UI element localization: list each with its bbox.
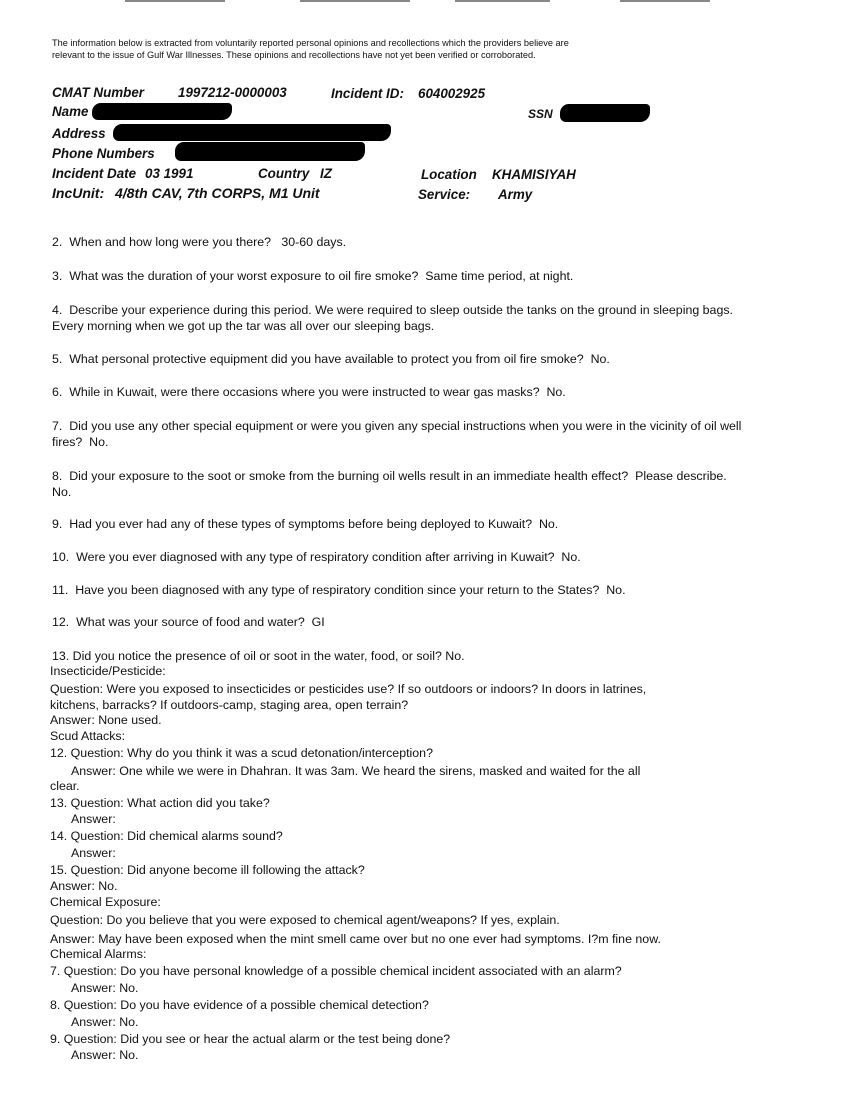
question-12: 12. What was your source of food and water? GI xyxy=(52,615,325,629)
scud-answer-12: Answer: One while we were in Dhahran. It was 3am. We heard the sirens, masked and waited for the all xyxy=(71,764,641,778)
question-9: 9. Had you ever had any of these types of symptoms before being deployed to Kuwait? No. xyxy=(52,517,559,531)
date-label: Incident Date xyxy=(52,166,137,181)
alarm-question-8: 8. Question: Do you have evidence of a possible chemical detection? xyxy=(50,998,429,1012)
incunit-value: 4/8th CAV, 7th CORPS, M1 Unit xyxy=(115,185,320,201)
section-heading-scud: Scud Attacks: xyxy=(50,729,126,743)
section-heading-chemical-alarms: Chemical Alarms: xyxy=(50,947,147,961)
phone-label: Phone Numbers xyxy=(52,146,155,161)
alarm-answer-9: Answer: No. xyxy=(71,1048,139,1062)
scan-artifact xyxy=(300,0,410,2)
question-2: 2. When and how long were you there? 30-60 days. xyxy=(52,235,347,249)
alarm-question-7: 7. Question: Do you have personal knowledge of a possible chemical incident associated with an alarm? xyxy=(50,964,622,978)
scud-question-12: 12. Question: Why do you think it was a scud detonation/interception? xyxy=(50,746,433,760)
scud-answer-15: Answer: No. xyxy=(50,879,118,893)
scud-question-14: 14. Question: Did chemical alarms sound? xyxy=(50,829,283,843)
disclaimer: The information below is extracted from voluntarily reported personal opinions and recollections which the providers believe are relevant to the issue of Gulf War Illnesses. These opinions and recollections have not yet been verified or corroborated. xyxy=(52,38,569,60)
question-3: 3. What was the duration of your worst exposure to oil fire smoke? Same time period, at night. xyxy=(52,269,574,283)
question-4: 4. Describe your experience during this period. We were required to sleep outside the tanks on the ground in sleeping bags. Every morning when we got up the tar was all over our sleeping bags. xyxy=(52,303,740,333)
scud-answer-12-cont: clear. xyxy=(50,779,80,793)
phone-redaction xyxy=(175,142,365,161)
chemical-exposure-question: Question: Do you believe that you were exposed to chemical agent/weapons? If yes, explain. xyxy=(50,913,560,927)
scud-question-15: 15. Question: Did anyone become ill following the attack? xyxy=(50,863,365,877)
name-label: Name xyxy=(52,104,89,119)
section-heading-insecticide: Insecticide/Pesticide: xyxy=(50,664,166,678)
alarm-answer-7: Answer: No. xyxy=(71,981,139,995)
ssn-label: SSN xyxy=(528,107,553,121)
country-label: Country xyxy=(258,166,310,181)
question-10: 10. Were you ever diagnosed with any type of respiratory condition after arriving in Kuwait? No. xyxy=(52,550,581,564)
service-label: Service: xyxy=(418,187,471,202)
address-redaction xyxy=(113,124,391,141)
insecticide-answer: Answer: None used. xyxy=(50,713,162,727)
scud-question-13: 13. Question: What action did you take? xyxy=(50,796,270,810)
cmat-label: CMAT Number xyxy=(52,85,144,100)
incident-label: Incident ID: xyxy=(331,86,404,101)
question-5: 5. What personal protective equipment did you have available to protect you from oil fire smoke? No. xyxy=(52,352,610,366)
incunit-label: IncUnit: xyxy=(52,185,105,201)
scud-answer-14: Answer: xyxy=(71,846,116,860)
alarm-answer-8: Answer: No. xyxy=(71,1015,139,1029)
incident-value: 604002925 xyxy=(418,86,486,101)
insecticide-question-cont: kitchens, barracks? If outdoors-camp, staging area, open terrain? xyxy=(50,698,409,712)
scan-artifact xyxy=(620,0,710,2)
service-value: Army xyxy=(498,187,533,202)
scan-artifact xyxy=(455,0,550,2)
address-label: Address xyxy=(52,126,106,141)
chemical-exposure-answer: Answer: May have been exposed when the mint smell came over but no one ever had symptoms. I?m fine now. xyxy=(50,932,661,946)
scud-answer-13: Answer: xyxy=(71,812,116,826)
scan-artifact xyxy=(125,0,225,2)
alarm-question-9: 9. Question: Did you see or hear the actual alarm or the test being done? xyxy=(50,1032,451,1046)
question-7: 7. Did you use any other special equipment or were you given any special instructions when you were in the vicinity of oil well fires? No. xyxy=(52,419,745,449)
name-redaction xyxy=(92,103,232,120)
location-label: Location xyxy=(421,167,477,182)
country-value: IZ xyxy=(320,166,332,181)
cmat-value: 1997212-0000003 xyxy=(178,85,287,100)
question-13: 13. Did you notice the presence of oil or soot in the water, food, or soil? No. xyxy=(52,649,465,663)
question-8: 8. Did your exposure to the soot or smoke from the burning oil wells result in an immediate health effect? Please describe. No. xyxy=(52,469,734,499)
question-6: 6. While in Kuwait, were there occasions where you were instructed to wear gas masks? No. xyxy=(52,385,566,399)
question-11: 11. Have you been diagnosed with any type of respiratory condition since your return to the States? No. xyxy=(52,583,626,597)
ssn-redaction xyxy=(560,104,650,122)
date-value: 03 1991 xyxy=(145,166,194,181)
section-heading-chemical-exposure: Chemical Exposure: xyxy=(50,895,161,909)
location-value: KHAMISIYAH xyxy=(492,167,576,182)
insecticide-question: Question: Were you exposed to insecticides or pesticides use? If so outdoors or indoors? In doors in latrines, xyxy=(50,682,647,696)
